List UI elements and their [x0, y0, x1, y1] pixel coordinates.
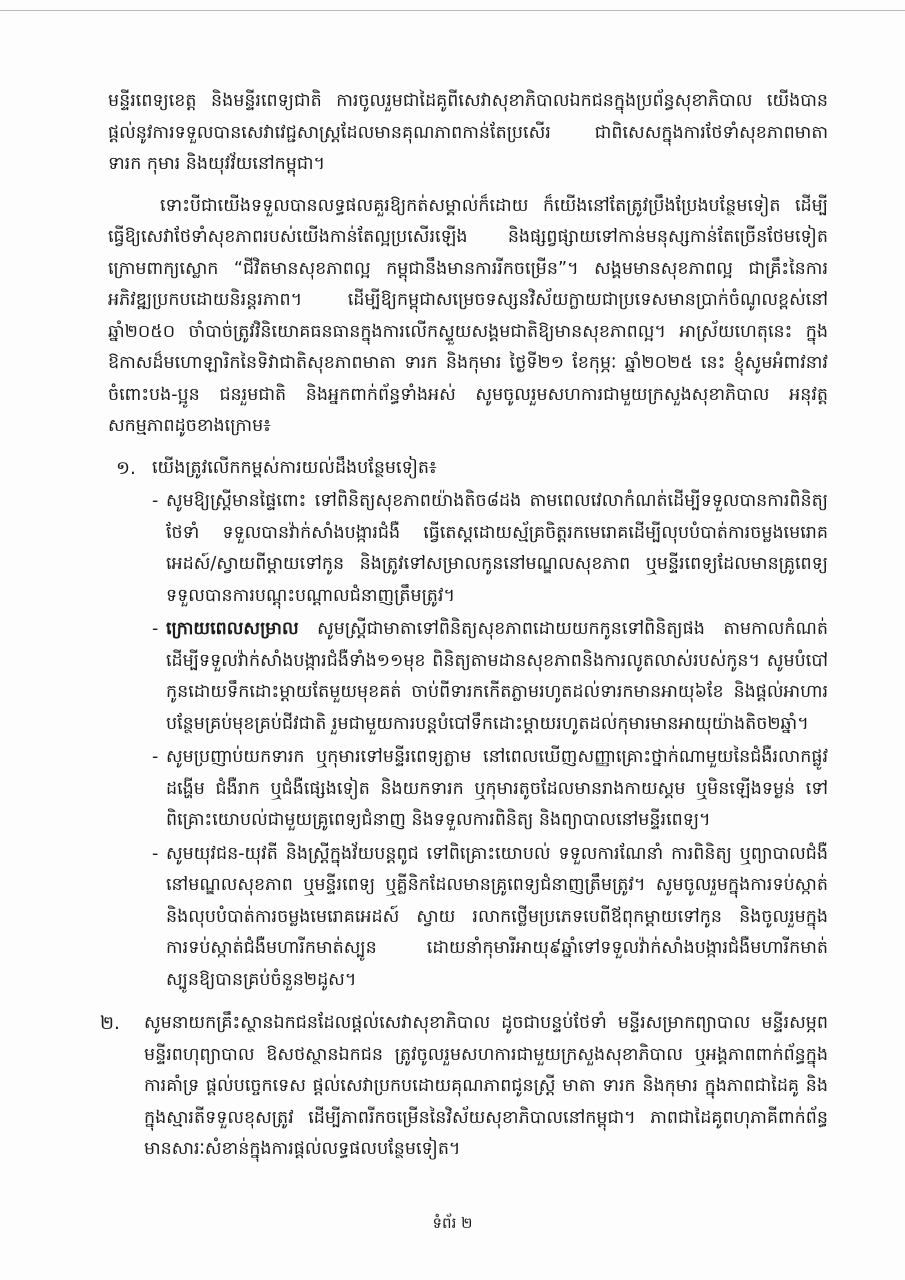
numbered-item-1	[116, 453, 828, 999]
item-1-body	[152, 453, 828, 999]
scan-edge-line	[0, 10, 905, 11]
dash-marker: -	[152, 843, 159, 864]
document-body	[100, 86, 828, 1168]
page-number: ទំព័រ ២	[432, 1214, 473, 1232]
bullet-point	[152, 742, 828, 837]
bullet-point	[152, 486, 828, 612]
dash-marker: -	[152, 747, 159, 767]
bullet-body: សូមយុវជន-យុវតី និងស្ត្រីក្នុងវ័យបន្តពូជ ទៅពិគ្រោះយោបល់ ទទួលការណែនាំ ការពិនិត្យ ឬព្យាបាលជំងឺនៅមណ្ឌលសុខភាព ឬមន្ទីរពេទ្យ ឬគ្លីនិកដែលមានគ្រូពេទ្យជំនាញត្រឹមត្រូវ។ សូមចូលរួមក្នុងការទប់ស្កាត់ និងលុបបំបាត់ការចម្លងមេរោគអេដស៍ ស្វាយ រលាកថ្លើមប្រភេទបេពីឪពុកម្តាយទៅកូន និងចូលរួមក្នុងការទប់ស្កាត់ជំងឺមហារីកមាត់ស្បូន ដោយនាំកុមារីអាយុ៩ឆ្នាំទៅទទួលវ៉ាក់សាំងបង្ការជំងឺមហារីកមាត់ស្បូនឱ្យបានគ្រប់ចំនួន២ដូស។	[166, 843, 828, 990]
intro-paragraph: មន្ទីរពេទ្យខេត្ត និងមន្ទីរពេទ្យជាតិ ការចូលរួមជាដៃគូពីសេវាសុខាភិបាលឯកជនក្នុងប្រព័ន្ធសុខាភិបាល យើងបានផ្តល់នូវការទទួលបានសេវាវេជ្ជសាស្ត្រដែលមានគុណភាពកាន់តែប្រសើរ ជាពិសេសក្នុងការថែទាំសុខភាពមាតា ទារក កុមារ និងយុវវ័យនៅកម្ពុជា។	[108, 91, 828, 174]
dash-marker: -	[152, 491, 159, 511]
numbered-item-2	[100, 1008, 828, 1168]
bullet-point	[152, 839, 828, 997]
bullet-point	[152, 614, 828, 740]
bullet-body: សូមឱ្យស្ត្រីមានផ្ទៃពោះ ទៅពិនិត្យសុខភាពយ៉ាងតិច៨ដង តាមពេលវេលាកំណត់ដើម្បីទទួលបានការពិនិត្យថែទាំ ទទួលបានវ៉ាក់សាំងបង្ការជំងឺ ធ្វើតេស្តដោយស្ម័គ្រចិត្តរកមេរោគដើម្បីលុបបំបាត់ការចម្លងមេរោគអេដស៍/ស្វាយពីម្តាយទៅកូន និងត្រូវទៅសម្រាលកូននៅមណ្ឌលសុខភាព ឬមន្ទីរពេទ្យដែលមានគ្រូពេទ្យទទួលបានការបណ្តុះបណ្តាលជំនាញត្រឹមត្រូវ។	[166, 491, 828, 606]
item-1-number: ១.	[116, 457, 136, 479]
bullet-text	[166, 614, 828, 740]
bullet-text	[166, 839, 828, 997]
bullet-lead: ក្រោយពេលសម្រាល	[166, 619, 299, 639]
item-1-title: យើងត្រូវលើកកម្ពស់ការយល់ដឹងបន្ថែមទៀត៖	[152, 457, 437, 478]
bullet-text	[166, 742, 828, 837]
dash-marker: -	[152, 619, 159, 639]
bullet-body: សូមប្រញាប់យកទារក ឬកុមារទៅមន្ទីរពេទ្យភ្លាម នៅពេលឃើញសញ្ញាគ្រោះថ្នាក់ណាមួយនៃជំងឺរលាកផ្លូវដង្ហើម ជំងឺរាក ឬជំងឺផ្សេងទៀត និងយកទារក ឬកុមារតូចដែលមានរាងកាយស្គម ឬមិនឡើងទម្ងន់ ទៅពិគ្រោះយោបល់ជាមួយគ្រូពេទ្យជំនាញ និងទទួលការពិនិត្យ និងព្យាបាលនៅមន្ទីរពេទ្យ។	[166, 747, 828, 830]
appeal-paragraph: ទោះបីជាយើងទទួលបានលទ្ធផលគួរឱ្យកត់សម្គាល់ក៏ដោយ ក៏យើងនៅតែត្រូវប្រឹងប្រែងបន្ថែមទៀត ដើម្បីធ្វើឱ្យសេវាថែទាំសុខភាពរបស់យើងកាន់តែល្អប្រសើរឡើង និងផ្សព្វផ្សាយទៅកាន់មនុស្សកាន់តែច្រើនថែមទៀត ក្រោមពាក្យស្លោក “ជីវិតមានសុខភាពល្អ កម្ពុជានឹងមានការរីកចម្រើន”។ សង្គមមានសុខភាពល្អ ជាគ្រឹះនៃការអភិវឌ្ឍប្រកបដោយនិរន្តរភាព។ ដើម្បីឱ្យកម្ពុជាសម្រេចទស្សនវិស័យក្លាយជាប្រទេសមានប្រាក់ចំណូលខ្ពស់នៅឆ្នាំ២០៥០ ចាំបាច់ត្រូវវិនិយោគធនធានក្នុងការលើកស្ទួយសង្គមជាតិឱ្យមានសុខភាពល្អ។ អាស្រ័យហេតុនេះ ក្នុងឱកាសដ៏មហោឡារិកនៃទិវាជាតិសុខភាពមាតា ទារក និងកុមារ ថ្ងៃទី២១ ខែកុម្ភៈ ឆ្នាំ២០២៥ នេះ ខ្ញុំសូមអំពាវនាវចំពោះបង-ប្អូន ជនរួមជាតិ និងអ្នកពាក់ព័ន្ធទាំងអស់ សូមចូលរួមសហការជាមួយក្រសួងសុខាភិបាល អនុវត្តសកម្មភាពដូចខាងក្រោម៖	[108, 195, 828, 436]
item-2-body	[144, 1008, 828, 1168]
bullet-body: សូមស្ត្រីជាមាតាទៅពិនិត្យសុខភាពដោយយកកូនទៅពិនិត្យផង តាមកាលកំណត់ ដើម្បីទទួលវ៉ាក់សាំងបង្ការជំងឺទាំង១១មុខ ពិនិត្យតាមដានសុខភាពនិងការលូតលាស់របស់កូន។ សូមបំបៅកូនដោយទឹកដោះម្តាយតែមួយមុខគត់ ចាប់ពីទារកកើតភ្លាមរហូតដល់ទារកមានអាយុ៦ខែ និងផ្តល់អាហារបន្ថែមគ្រប់មុខគ្រប់ជីវជាតិ រួមជាមួយការបន្តបំបៅទឹកដោះម្តាយរហូតដល់កុមារមានអាយុយ៉ាងតិច២ឆ្នាំ។	[166, 619, 828, 734]
item-2-text: សូមនាយកគ្រឹះស្ថានឯកជនដែលផ្តល់សេវាសុខាភិបាល ដូចជាបន្ទប់ថែទាំ មន្ទីរសម្រាកព្យាបាល មន្ទីរសម្ភព មន្ទីរពហុព្យាបាល ឱសថស្ថានឯកជន ត្រូវចូលរួមសហការជាមួយក្រសួងសុខាភិបាល ឬអង្គភាពពាក់ព័ន្ធក្នុងការគាំទ្រ ផ្តល់បច្ចេកទេស ផ្តល់សេវាប្រកបដោយគុណភាពជូនស្ត្រី មាតា ទារក និងកុមារ ក្នុងភាពជាដៃគូ និងក្នុងស្មារតីទទួលខុសត្រូវ ដើម្បីភាពរីកចម្រើននៃវិស័យសុខាភិបាលនៅកម្ពុជា។ ភាពជាដៃគូពហុភាគីពាក់ព័ន្ធមានសារៈសំខាន់ក្នុងការផ្តល់លទ្ធផលបន្ថែមទៀត។	[144, 1013, 828, 1159]
bullet-text	[166, 486, 828, 612]
item-2-number: ២.	[100, 1013, 120, 1034]
